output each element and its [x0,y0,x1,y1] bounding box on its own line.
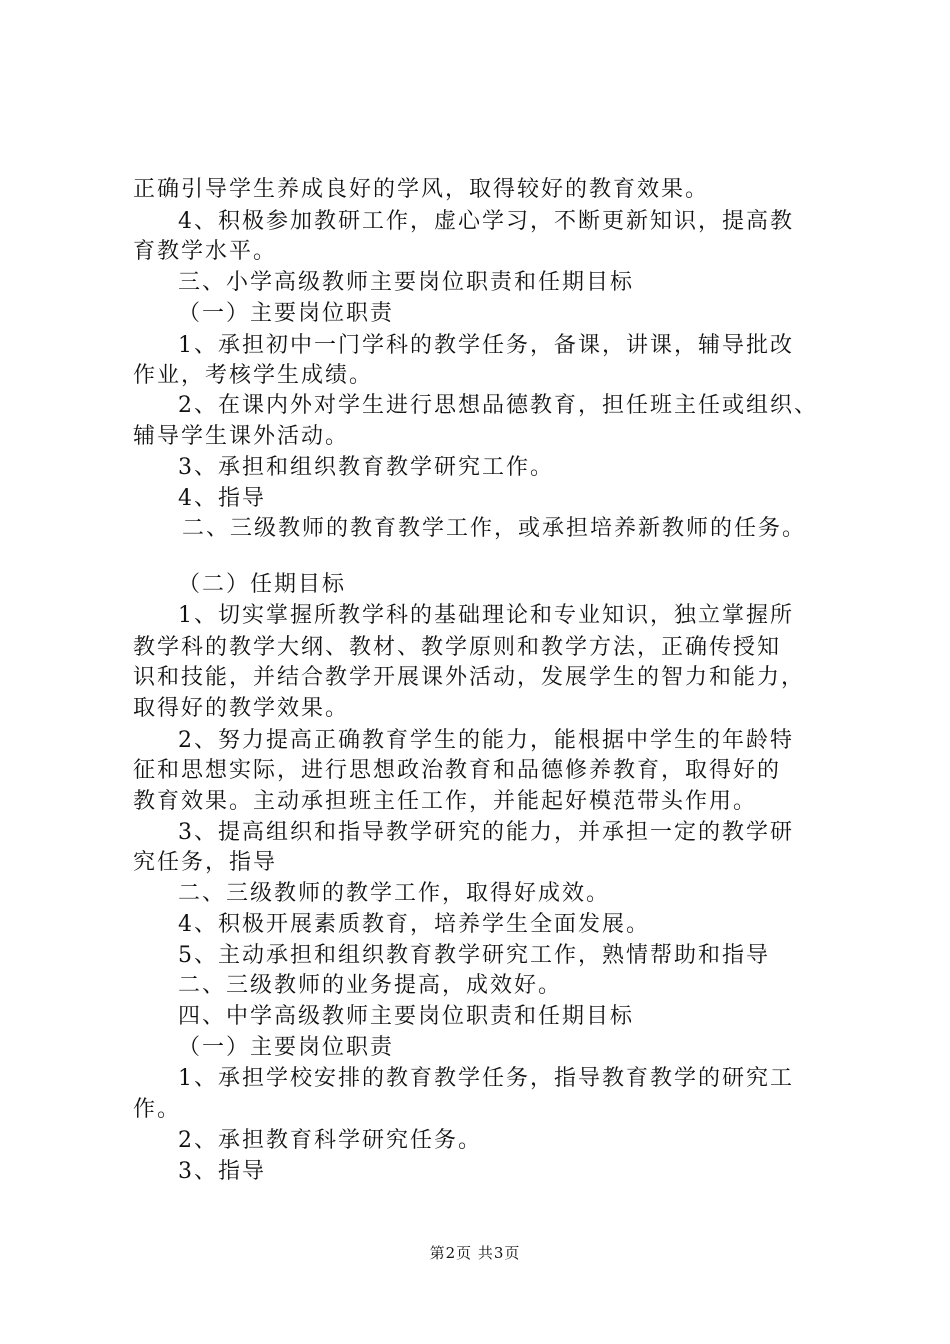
text-line: 教育效果。主动承担班主任工作，并能起好模范带头作用。 [133,789,758,814]
text-line: 正确引导学生养成良好的学风，取得较好的教育效果。 [133,177,710,202]
text-line: 3、指导 [178,1159,266,1184]
text-line: 2、努力提高正确教育学生的能力，能根据中学生的年龄特 [178,728,794,753]
text-line: 取得好的教学效果。 [133,696,350,721]
text-line: 作业，考核学生成绩。 [133,363,374,388]
text-line: 2、在课内外对学生进行思想品德教育，担任班主任或组织、 [178,393,818,418]
text-line: 4、指导 [178,486,266,511]
page-footer: 第2页 共3页 [429,1244,521,1262]
section-heading: 四、中学高级教师主要岗位职责和任期目标 [178,1004,635,1029]
subsection-heading: （二）任期目标 [178,572,347,597]
text-line: 1、承担初中一门学科的教学任务，备课，讲课，辅导批改 [178,333,794,358]
text-line: 4、积极开展素质教育，培养学生全面发展。 [178,912,650,937]
text-line: 究任务，指导 [133,850,278,875]
text-line: 二、三级教师的教育教学工作，或承担培养新教师的任务。 [182,516,807,541]
text-line: 识和技能，并结合教学开展课外活动，发展学生的智力和能力， [133,665,806,690]
text-line: 二、三级教师的业务提高，成效好。 [178,973,563,998]
text-line: 1、承担学校安排的教育教学任务，指导教育教学的研究工 [178,1066,794,1091]
text-line: 辅导学生课外活动。 [133,424,350,449]
text-line: 1、切实掌握所教学科的基础理论和专业知识，独立掌握所 [178,603,794,628]
text-line: 育教学水平。 [133,239,278,264]
text-line: 3、承担和组织教育教学研究工作。 [178,455,554,480]
text-line: 二、三级教师的教学工作，取得好成效。 [178,881,611,906]
text-line: 作。 [133,1097,182,1122]
text-line: 教学科的教学大纲、教材、教学原则和教学方法，正确传授知 [133,635,782,660]
text-line: 征和思想实际，进行思想政治教育和品德修养教育，取得好的 [133,758,782,783]
section-heading: 三、小学高级教师主要岗位职责和任期目标 [178,270,635,295]
subsection-heading: （一）主要岗位职责 [178,1035,395,1060]
subsection-heading: （一）主要岗位职责 [178,301,395,326]
text-line: 3、提高组织和指导教学研究的能力，并承担一定的教学研 [178,820,794,845]
text-line: 5、主动承担和组织教育教学研究工作，熟情帮助和指导 [178,943,770,968]
text-line: 2、承担教育科学研究任务。 [178,1128,482,1153]
text-line: 4、积极参加教研工作，虚心学习，不断更新知识，提高教 [178,209,794,234]
